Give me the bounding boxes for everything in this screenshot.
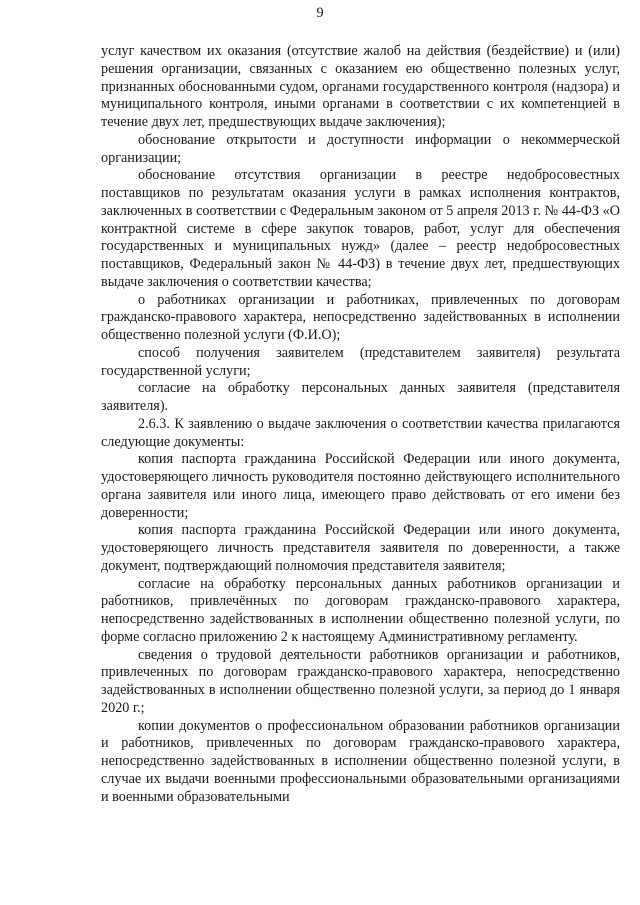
paragraph: способ получения заявителем (представителем заявителя) результата государственной услуги; (101, 344, 620, 379)
document-body (101, 43, 620, 806)
paragraph: согласие на обработку персональных данных заявителя (представителя заявителя). (101, 380, 620, 414)
paragraph: копия паспорта гражданина Российской Федерации или иного документа, удостоверяющего личность руководителя постоянно действующего исполнительного органа заявителя или иного лица, имеющего право действовать от его имени без доверенности; (101, 451, 620, 521)
paragraph: обоснование отсутствия организации в реестре недобросовестных поставщиков по результатам оказания услуги в рамках исполнения контрактов, заключенных в соответствии с Федеральным законом от 5 апреля 2013 г. № 44-ФЗ «О контрактной системе в сфере закупок товаров, работ, услуг для обеспечения государственных и муниципальных нужд» (далее – реестр недобросовестных поставщиков, Федеральный закон № 44-ФЗ) в течение двух лет, предшествующих выдаче заключения о соответствии качества; (101, 167, 620, 290)
paragraph: копии документов о профессиональном образовании работников организации и работников, привлеченных по договорам гражданско-правового характера, непосредственно задействованных в исполнении общественно полезной услуги, в случае их выдачи военными профессиональными образовательными организациями и военными образовательными (101, 717, 620, 805)
paragraph: копия паспорта гражданина Российской Федерации или иного документа, удостоверяющего личность представителя заявителя по доверенности, а также документ, подтверждающий полномочия представителя заявителя; (101, 522, 620, 574)
paragraph: о работниках организации и работниках, привлеченных по договорам гражданско-правового характера, непосредственно задействованных в исполнении общественно полезной услуги (Ф.И.О); (101, 291, 620, 343)
paragraph: сведения о трудовой деятельности работников организации и работников, привлеченных по договорам гражданско-правового характера, непосредственно задействованных в исполнении общественно полезной услуги, за период до 1 января 2020 г.; (101, 646, 620, 716)
paragraph: обоснование открытости и доступности информации о некоммерческой организации; (101, 131, 620, 166)
paragraph: 2.6.3. К заявлению о выдаче заключения о соответствии качества прилагаются следующие документы: (101, 415, 620, 450)
paragraph: согласие на обработку персональных данных работников организации и работников, привлечённых по договорам гражданско-правового характера, непосредственно задействованных в исполнении общественно полезной услуги, по форме согласно приложению 2 к настоящему Административному регламенту. (101, 575, 620, 645)
paragraph: услуг качеством их оказания (отсутствие жалоб на действия (бездействие) и (или) решения организации, связанных с оказанием ею общественно полезных услуг, признанных обоснованными судом, органами государственного контроля (надзора) и муниципального контроля, иными органами в соответствии с их компетенцией в течение двух лет, предшествующих выдаче заключения); (101, 43, 620, 130)
page-number: 9 (316, 5, 324, 21)
